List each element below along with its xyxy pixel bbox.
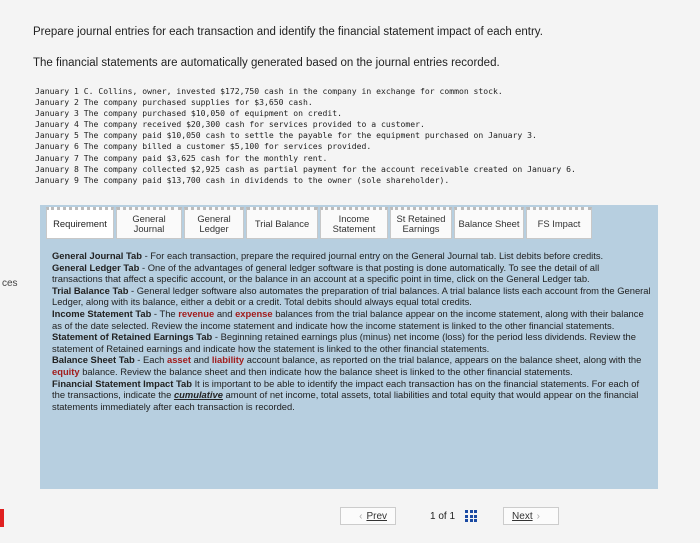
tab-balance-sheet[interactable]: Balance Sheet	[454, 207, 524, 239]
instruction-text: and	[190, 354, 212, 366]
pagination	[320, 505, 560, 527]
instruction-text: It is important to be able to identify the impact each transaction has on the financial statements. For each of the transactions, indicate the	[52, 377, 640, 401]
keyword-liability: liability	[211, 354, 245, 366]
transaction-text: The company received $20,300 cash for services provided to a customer.	[83, 119, 425, 130]
instruction-heading: Financial Statement Impact Tab	[52, 377, 192, 389]
chevron-left-icon: ‹	[359, 510, 363, 522]
instruction-heading: General Journal Tab	[52, 250, 142, 261]
tab-bar	[42, 207, 612, 245]
transaction-date: January 6	[35, 141, 79, 152]
instruction-trial-balance	[52, 285, 652, 308]
chevron-right-icon: ›	[536, 510, 540, 522]
page-indicator: 1 of 1	[430, 510, 456, 522]
transaction-list	[35, 86, 695, 186]
transaction-date: January 4	[35, 119, 79, 130]
transaction-line	[35, 175, 695, 186]
grid-icon[interactable]	[465, 510, 477, 522]
transaction-date: January 3	[35, 108, 79, 119]
transaction-line	[35, 153, 695, 164]
instruction-text: balance. Review the balance sheet and then indicate how the balance sheet is linked to the other financial statements.	[79, 365, 573, 377]
instruction-text: - The	[151, 307, 179, 319]
transaction-text: The company purchased $10,050 of equipment on credit.	[83, 108, 342, 119]
transaction-text: The company paid $3,625 cash for the monthly rent.	[83, 152, 328, 163]
tab-income-statement[interactable]: Income Statement	[320, 207, 388, 239]
prev-button[interactable]	[340, 507, 396, 525]
instruction-text: - General ledger software also automates the preparation of trial balances. A trial balance lists each account from the General Ledger, along with its balance, either a debit or a credit. Total debits should always equal total credits.	[52, 284, 651, 308]
instruction-text: - Each	[134, 354, 167, 366]
transaction-text: The company billed a customer $5,100 for services provided.	[83, 141, 372, 152]
tab-requirement[interactable]: Requirement	[46, 207, 114, 239]
instruction-heading: Income Statement Tab	[52, 307, 152, 319]
instruction-text: balances from the trial balance appear on the income statement, along with their balance as of the date selected. Review the income statement and indicate how the income statement is linked to the other financial statements.	[52, 307, 644, 331]
requirement-instructions	[52, 250, 652, 412]
transaction-line	[35, 141, 695, 152]
next-button[interactable]	[503, 507, 559, 525]
instruction-balance-sheet	[52, 354, 652, 377]
instruction-heading: Statement of Retained Earnings Tab	[52, 331, 213, 343]
transaction-text: The company collected $2,925 cash as partial payment for the account receivable created on January 6.	[83, 163, 576, 174]
instruction-fs-impact	[52, 378, 652, 413]
transaction-line	[35, 108, 695, 119]
instruction-heading: Balance Sheet Tab	[52, 354, 135, 366]
transaction-date: January 1	[35, 86, 79, 96]
transaction-text: The company paid $10,050 cash to settle the payable for the equipment purchased on January 3.	[83, 130, 537, 141]
transaction-date: January 9	[35, 174, 79, 185]
keyword-asset: asset	[166, 354, 191, 366]
transaction-line	[35, 86, 695, 97]
instruction-text: - For each transaction, prepare the required journal entry on the General Journal tab. List debits before credits.	[141, 250, 604, 261]
next-label: Next	[512, 510, 533, 522]
question-title: Prepare journal entries for each transaction and identify the financial statement impact of each entry.	[33, 26, 543, 38]
tab-fs-impact[interactable]: FS Impact	[526, 207, 592, 239]
instruction-retained-earnings	[52, 331, 652, 354]
question-subtitle: The financial statements are automatically generated based on the journal entries recorded.	[33, 57, 500, 69]
keyword-revenue: revenue	[178, 307, 215, 319]
keyword-cumulative: cumulative	[173, 389, 223, 401]
transaction-line	[35, 164, 695, 175]
prev-label: Prev	[366, 510, 387, 522]
instruction-text: - Beginning retained earnings plus (minus) net income (loss) for the period less dividends. Review the statement of Retained earnings and indicate how the statement is linked to the other financial statements.	[52, 331, 636, 354]
instruction-text: amount of net income, total assets, total liabilities and total equity that would appear on the financial statements immediately after each transaction is recorded.	[52, 389, 639, 412]
tab-general-journal[interactable]: General Journal	[116, 207, 182, 239]
instruction-general-ledger	[52, 262, 652, 285]
keyword-equity: equity	[52, 365, 80, 377]
transaction-text: C. Collins, owner, invested $172,750 cash in the company in exchange for common stock.	[83, 86, 503, 96]
transaction-text: The company paid $13,700 cash in dividends to the owner (sole shareholder).	[83, 174, 450, 185]
transaction-date: January 7	[35, 152, 79, 163]
instruction-heading: General Ledger Tab	[52, 261, 140, 273]
instruction-text: account balance, as reported on the trial balance, appears on the balance sheet, along with the	[244, 354, 642, 366]
transaction-line	[35, 130, 695, 141]
transaction-text: The company purchased supplies for $3,650 cash.	[83, 97, 313, 108]
transaction-date: January 5	[35, 130, 79, 141]
keyword-expense: expense	[235, 307, 273, 319]
instruction-text: - One of the advantages of general ledger software is that posting is done automatically. To see the detail of all transactions that affect a specific account, or the balance in an account at a specific point in time, click on the General Ledger tab.	[52, 261, 600, 285]
transaction-line	[35, 97, 695, 108]
instruction-income-statement	[52, 308, 652, 331]
left-edge-label: ces	[2, 278, 18, 289]
red-marker	[0, 509, 4, 527]
transaction-date: January 2	[35, 97, 79, 108]
tab-trial-balance[interactable]: Trial Balance	[246, 207, 318, 239]
transaction-date: January 8	[35, 163, 79, 174]
instruction-general-journal	[52, 250, 652, 262]
tab-general-ledger[interactable]: General Ledger	[184, 207, 244, 239]
instruction-text: and	[214, 307, 236, 319]
transaction-line	[35, 119, 695, 130]
instruction-heading: Trial Balance Tab	[52, 284, 129, 296]
tab-st-retained-earnings[interactable]: St Retained Earnings	[390, 207, 452, 239]
